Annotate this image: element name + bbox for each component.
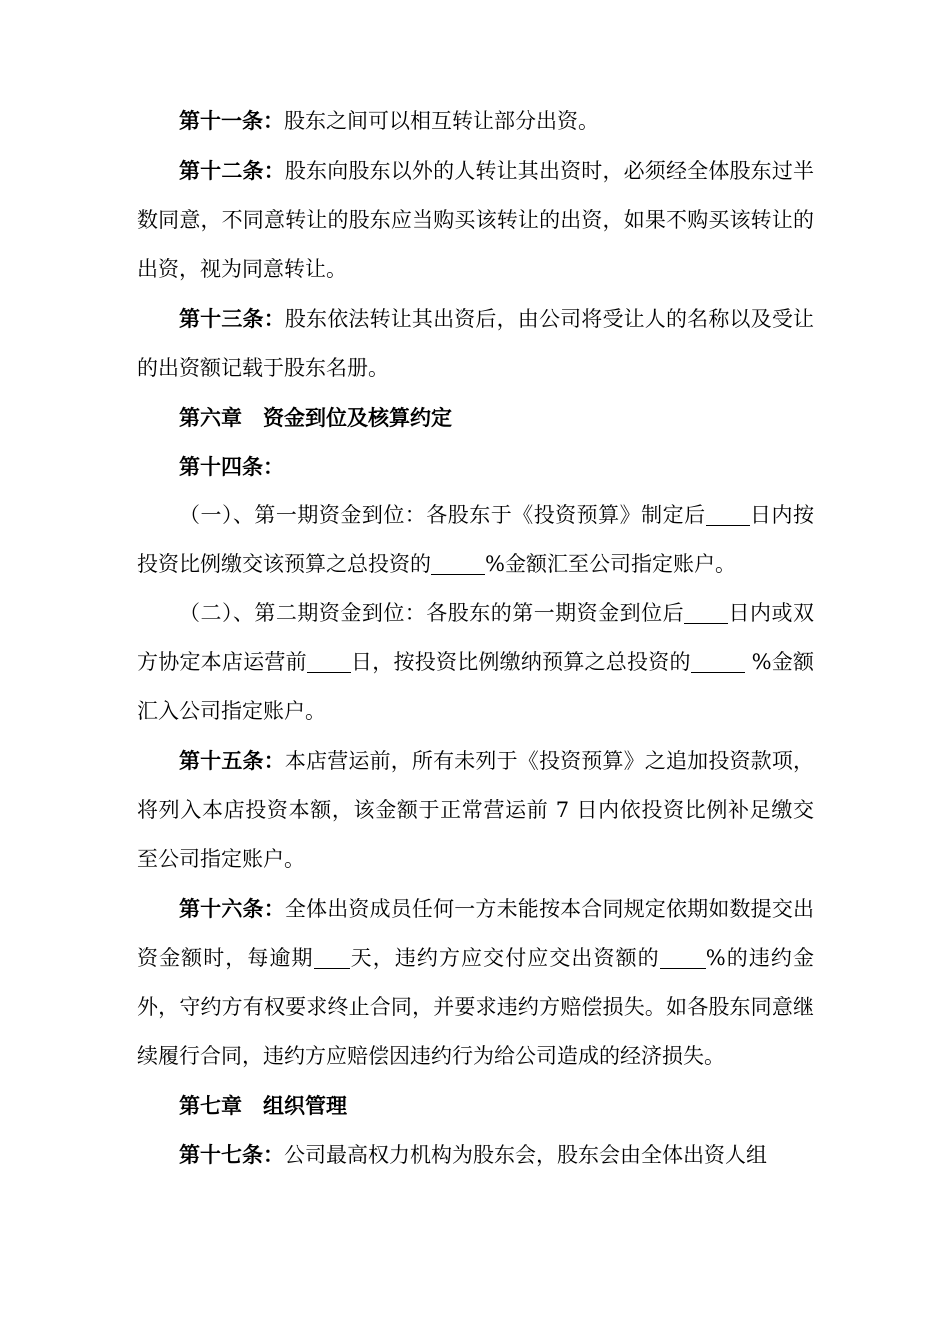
article-text: 本店营运前，所有未列于《投资预算》之追加投资款项，将列入本店投资本额，该金额于正常营运前 7 日内依投资比例补足缴交至公司指定账户。 (137, 749, 815, 871)
item-text: %金额汇入公司指定账户。 (137, 650, 815, 723)
item-text: 日内或双方协定本店运营前 (137, 601, 815, 674)
article-text: 天，违约方应交付应交出资额的 (349, 946, 660, 970)
item-text: （一）、第一期资金到位：各股东于《投资预算》制定后 (179, 503, 706, 527)
article-14-label: 第十四条： (179, 454, 284, 479)
fill-blank[interactable] (706, 503, 750, 526)
article-text: 股东之间可以相互转让部分出资。 (284, 109, 599, 133)
article-17 (137, 1130, 814, 1180)
fill-blank[interactable] (307, 650, 351, 673)
article-14-item-2 (137, 589, 814, 736)
article-label: 第十六条： (179, 896, 285, 921)
article-text: 全体出资成员任何一方未能按本合同规定依期如数提交出资金额时，每逾期 (137, 897, 815, 970)
article-15 (137, 736, 814, 884)
article-label: 第十一条： (179, 108, 284, 133)
article-text: 股东依法转让其出资后，由公司将受让人的名称以及受让的出资额记载于股东名册。 (137, 307, 815, 380)
article-text: 公司最高权力机构为股东会，股东会由全体出资人组 (284, 1143, 767, 1167)
fill-blank[interactable] (684, 601, 728, 624)
article-16 (137, 884, 814, 1081)
fill-blank[interactable] (431, 552, 485, 575)
article-12 (137, 146, 814, 294)
chapter-6-heading: 第六章 资金到位及核算约定 (179, 405, 452, 430)
fill-blank[interactable] (660, 946, 706, 969)
item-text: %金额汇至公司指定账户。 (485, 552, 736, 576)
article-label: 第十三条： (179, 306, 285, 331)
article-label: 第十二条： (179, 158, 285, 183)
fill-blank[interactable] (691, 650, 745, 673)
article-label: 第十五条： (179, 748, 285, 773)
article-11 (137, 96, 814, 146)
item-text: 日，按投资比例缴纳预算之总投资的 (350, 650, 691, 674)
article-label: 第十七条： (179, 1142, 284, 1167)
chapter-7-heading: 第七章 组织管理 (179, 1093, 347, 1118)
article-text: 股东向股东以外的人转让其出资时，必须经全体股东过半数同意，不同意转让的股东应当购买该转让的出资，如果不购买该转让的出资，视为同意转让。 (137, 159, 815, 281)
item-text: （二）、第二期资金到位：各股东的第一期资金到位后 (179, 601, 685, 625)
article-14-item-1 (137, 491, 814, 589)
item-text: 日内按投资比例缴交该预算之总投资的 (137, 503, 815, 576)
document-page (137, 96, 814, 1180)
fill-blank[interactable] (314, 946, 350, 969)
article-text: %的违约金外，守约方有权要求终止合同，并要求违约方赔偿损失。如各股东同意继续履行合同，违约方应赔偿因违约行为给公司造成的经济损失。 (137, 946, 815, 1068)
article-13 (137, 294, 814, 393)
